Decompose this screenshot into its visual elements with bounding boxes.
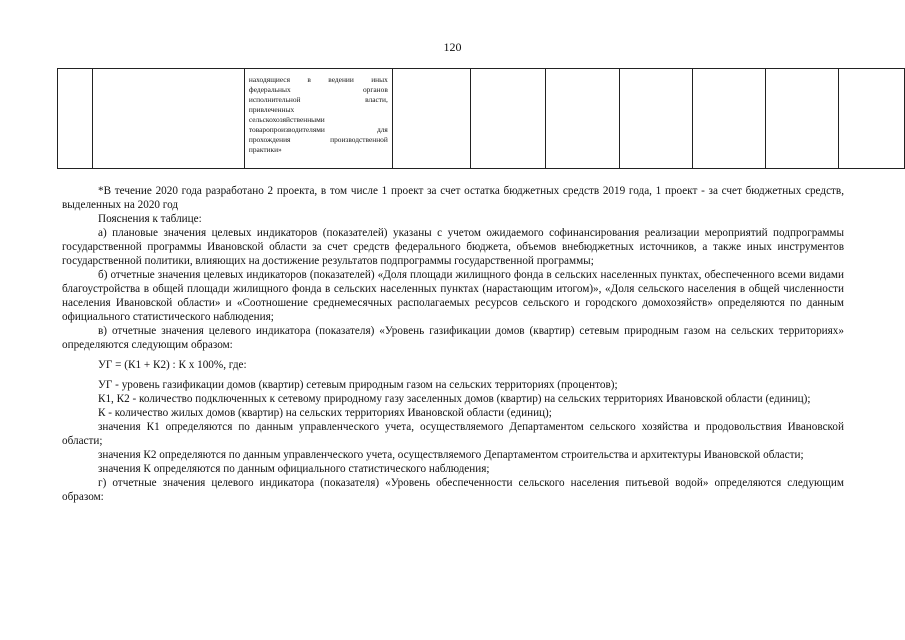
cell-line: исполнительной власти, [248, 95, 388, 104]
table-cell [546, 69, 619, 169]
cell-line: привлеченных [248, 105, 295, 114]
table-cell [693, 69, 765, 169]
notes-body [62, 184, 844, 504]
table-cell [93, 69, 245, 169]
definition-k: К - количество жилых домов (квартир) на сельских территориях Ивановской области (единиц); [98, 407, 552, 419]
source-k2: значения К2 определяются по данным управленческого учета, осуществляемого Департаментом строительства и архитектуры Ивановской области; [98, 449, 804, 461]
cell-line: федеральных органов [248, 85, 388, 94]
note-item-a: а) плановые значения целевых индикаторов (показателей) указаны с учетом ожидаемого софинансирования реализации мероприятий подпрограммы государственной программы Ивановской области за счет средств федерального бюджета, объемов внебюджетных источников, а также иных инструментов государственной политики, влияющих на достижение результатов подпрограммы государственной программы; [62, 227, 844, 267]
note-item-b: б) отчетные значения целевых индикаторов (показателей) «Доля площади жилищного фонда в сельских населенных пунктах, обеспеченного всеми видами благоустройства в общей площади жилищного фонда в сельских населенных пунктах (нарастающим итогом)», «Доля сельского населения в общей численности населения Ивановской области» и «Соотношение среднемесячных располагаемых ресурсов сельского и городского домохозяйств» определяются по данным официального статистического наблюдения; [62, 269, 844, 323]
table-cell [619, 69, 692, 169]
table-cell [58, 69, 93, 169]
table-cell [392, 69, 470, 169]
note-item-v: в) отчетные значения целевого индикатора (показателя) «Уровень газификации домов (квартир) сетевым природным газом на сельских территориях» определяются следующим образом: [62, 325, 844, 351]
source-k: значения К определяются по данным официального статистического наблюдения; [98, 463, 490, 475]
table-cell-text [244, 69, 392, 169]
page-number: 120 [443, 40, 462, 54]
cell-line: практики» [248, 145, 282, 154]
note-item-g: г) отчетные значения целевого индикатора (показателя) «Уровень обеспеченности сельского населения питьевой водой» определяются следующим образом: [62, 477, 844, 503]
cell-line: прохождения производственной [248, 135, 388, 144]
table-fragment [57, 68, 905, 169]
formula: УГ = (К1 + К2) : К х 100%, где: [98, 359, 247, 371]
source-k1: значения К1 определяются по данным управленческого учета, осуществляемого Департаментом сельского хозяйства и продовольствия Ивановской области; [62, 421, 844, 447]
table-cell [471, 69, 546, 169]
definition-ug: УГ - уровень газификации домов (квартир) сетевым природным газом на сельских территориях (процентов); [98, 379, 618, 391]
footnote: *В течение 2020 года разработано 2 проекта, в том числе 1 проект за счет остатка бюджетных средств 2019 года, 1 проект - за счет бюджетных средств, выделенных на 2020 год [62, 185, 844, 211]
notes-heading: Пояснения к таблице: [98, 213, 202, 225]
table-row [58, 69, 905, 169]
definition-k1-k2: К1, К2 - количество подключенных к сетевому природному газу заселенных домов (квартир) на сельских территориях Ивановской области (единиц); [98, 393, 811, 405]
cell-line: сельскохозяйственными [248, 115, 325, 124]
table-cell [765, 69, 838, 169]
cell-line: находящиеся в ведении иных [248, 75, 388, 84]
table-cell [839, 69, 905, 169]
cell-line: товаропроизводителями для [248, 125, 388, 134]
